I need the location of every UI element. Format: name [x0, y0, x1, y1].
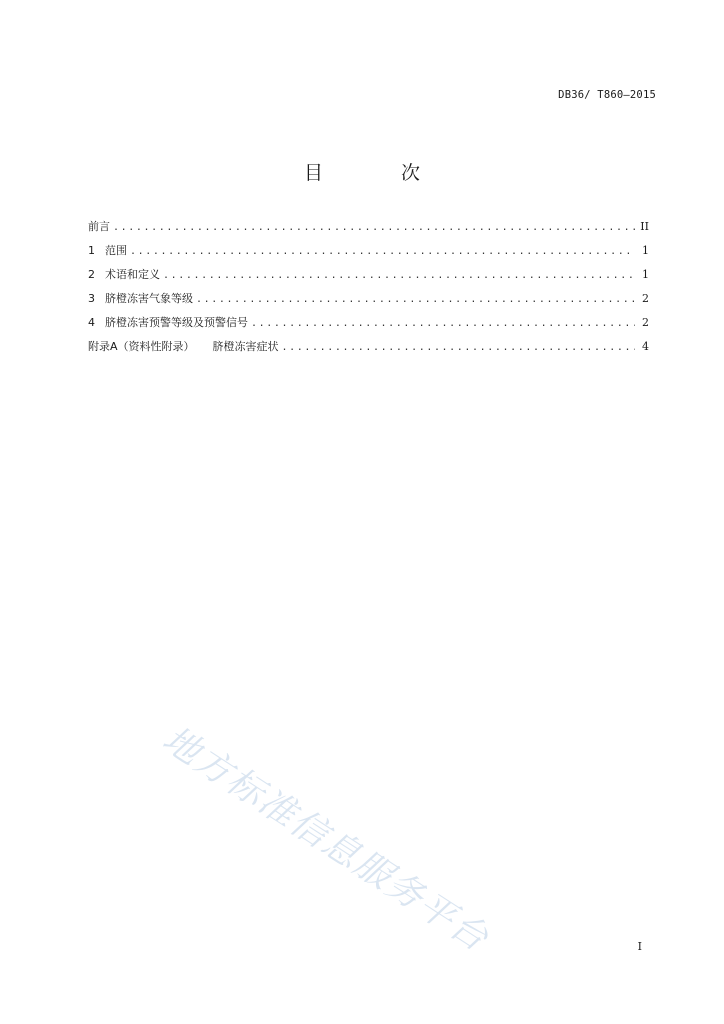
toc-item-terms[interactable]	[88, 266, 649, 290]
toc-item-warning-grades[interactable]	[88, 314, 649, 338]
toc-item-number: 1	[88, 244, 95, 257]
toc-item-page: II	[640, 220, 649, 233]
toc-item-page: 1	[642, 268, 649, 281]
page-title: 目 次	[303, 162, 457, 184]
toc-item-number: 4	[88, 316, 95, 329]
toc-item-label: 脐橙冻害气象等级	[105, 292, 193, 305]
watermark: 地方标准信息服务平台	[155, 718, 497, 961]
toc-item-annex-a[interactable]	[88, 338, 649, 362]
toc-item-page: 1	[642, 244, 649, 257]
toc-item-scope[interactable]	[88, 242, 649, 266]
dot-leader	[113, 222, 635, 233]
toc-item-number: 3	[88, 292, 95, 305]
toc-item-label: 脐橙冻害症状	[212, 340, 279, 353]
toc-item-number: 附录A（资料性附录）	[88, 340, 195, 353]
toc-item-label: 脐橙冻害预警等级及预警信号	[105, 316, 248, 329]
toc-item-page: 2	[642, 292, 649, 305]
table-of-contents	[88, 218, 649, 362]
toc-item-number: 2	[88, 268, 95, 281]
dot-leader	[282, 342, 635, 353]
toc-item-label: 术语和定义	[105, 268, 160, 281]
toc-item-foreword[interactable]	[88, 218, 649, 242]
toc-item-meteorological-grades[interactable]	[88, 290, 649, 314]
dot-leader	[130, 246, 635, 257]
toc-item-page: 4	[642, 340, 649, 353]
dot-leader	[163, 270, 635, 281]
dot-leader	[196, 294, 635, 305]
dot-leader	[251, 318, 635, 329]
toc-item-label: 范围	[105, 244, 127, 257]
document-code: DB36/ T860—2015	[558, 89, 656, 101]
toc-item-label: 前言	[88, 220, 110, 233]
toc-item-page: 2	[642, 316, 649, 329]
page-number: I	[637, 940, 642, 953]
